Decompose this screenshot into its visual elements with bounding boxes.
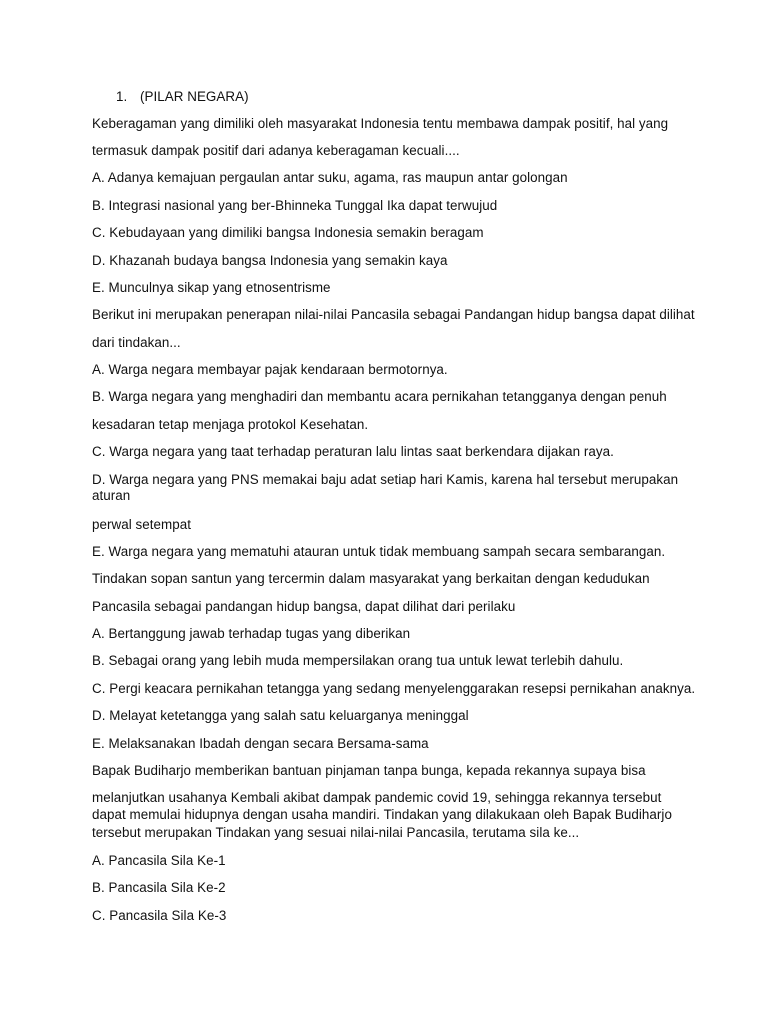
text-line: C. Kebudayaan yang dimiliki bangsa Indonesia semakin beragam xyxy=(92,225,484,240)
text-line: kesadaran tetap menjaga protokol Kesehatan. xyxy=(92,417,369,432)
heading-title: (PILAR NEGARA) xyxy=(140,89,249,104)
text-line: E. Melaksanakan Ibadah dengan secara Bersama-sama xyxy=(92,736,429,751)
text-line: A. Warga negara membayar pajak kendaraan bermotornya. xyxy=(92,362,448,377)
text-line: Pancasila sebagai pandangan hidup bangsa, dapat dilihat dari perilaku xyxy=(92,599,516,614)
text-line: dari tindakan... xyxy=(92,335,181,350)
text-line: B. Integrasi nasional yang ber-Bhinneka Tunggal Ika dapat terwujud xyxy=(92,198,498,213)
text-line: D. Warga negara yang PNS memakai baju adat setiap hari Kamis, karena hal tersebut merupakan xyxy=(92,472,679,487)
text-line: D. Khazanah budaya bangsa Indonesia yang semakin kaya xyxy=(92,253,448,268)
question-heading xyxy=(116,89,706,104)
text-line: tersebut merupakan Tindakan yang sesuai nilai-nilai Pancasila, terutama sila ke... xyxy=(92,825,580,840)
text-line: Berikut ini merupakan penerapan nilai-nilai Pancasila sebagai Pandangan hidup bangsa dapat dilihat xyxy=(92,307,695,322)
text-line: B. Warga negara yang menghadiri dan membantu acara pernikahan tetangganya dengan penuh xyxy=(92,389,667,404)
text-line: B. Sebagai orang yang lebih muda mempersilakan orang tua untuk lewat terlebih dahulu. xyxy=(92,653,624,668)
text-line: A. Bertanggung jawab terhadap tugas yang diberikan xyxy=(92,626,411,641)
text-line: E. Warga negara yang mematuhi atauran untuk tidak membuang sampah secara sembarangan. xyxy=(92,544,666,559)
text-line: Keberagaman yang dimiliki oleh masyarakat Indonesia tentu membawa dampak positif, hal yang xyxy=(92,116,669,131)
text-line: Bapak Budiharjo memberikan bantuan pinjaman tanpa bunga, kepada rekannya supaya bisa xyxy=(92,763,646,778)
text-line: melanjutkan usahanya Kembali akibat dampak pandemic covid 19, sehingga rekannya tersebut xyxy=(92,790,662,805)
text-line: A. Adanya kemajuan pergaulan antar suku, agama, ras maupun antar golongan xyxy=(92,170,568,185)
text-line: C. Pancasila Sila Ke-3 xyxy=(92,908,227,923)
text-line: E. Munculnya sikap yang etnosentrisme xyxy=(92,280,331,295)
text-line: D. Melayat ketetangga yang salah satu keluarganya meninggal xyxy=(92,708,469,723)
text-line: termasuk dampak positif dari adanya keberagaman kecuali.... xyxy=(92,143,460,158)
text-line: C. Warga negara yang taat terhadap peraturan lalu lintas saat berkendara dijakan raya. xyxy=(92,444,614,459)
text-line: B. Pancasila Sila Ke-2 xyxy=(92,880,226,895)
text-line: perwal setempat xyxy=(92,517,191,532)
text-line: Tindakan sopan santun yang tercermin dalam masyarakat yang berkaitan dengan kedudukan xyxy=(92,571,650,586)
text-line: aturan xyxy=(92,488,131,503)
heading-number: 1. xyxy=(116,89,128,104)
text-line: C. Pergi keacara pernikahan tetangga yang sedang menyelenggarakan resepsi pernikahan anaknya. xyxy=(92,681,696,696)
text-line: dapat memulai hidupnya dengan usaha mandiri. Tindakan yang dilakukaan oleh Bapak Budiharjo xyxy=(92,807,672,822)
text-line: A. Pancasila Sila Ke-1 xyxy=(92,853,226,868)
